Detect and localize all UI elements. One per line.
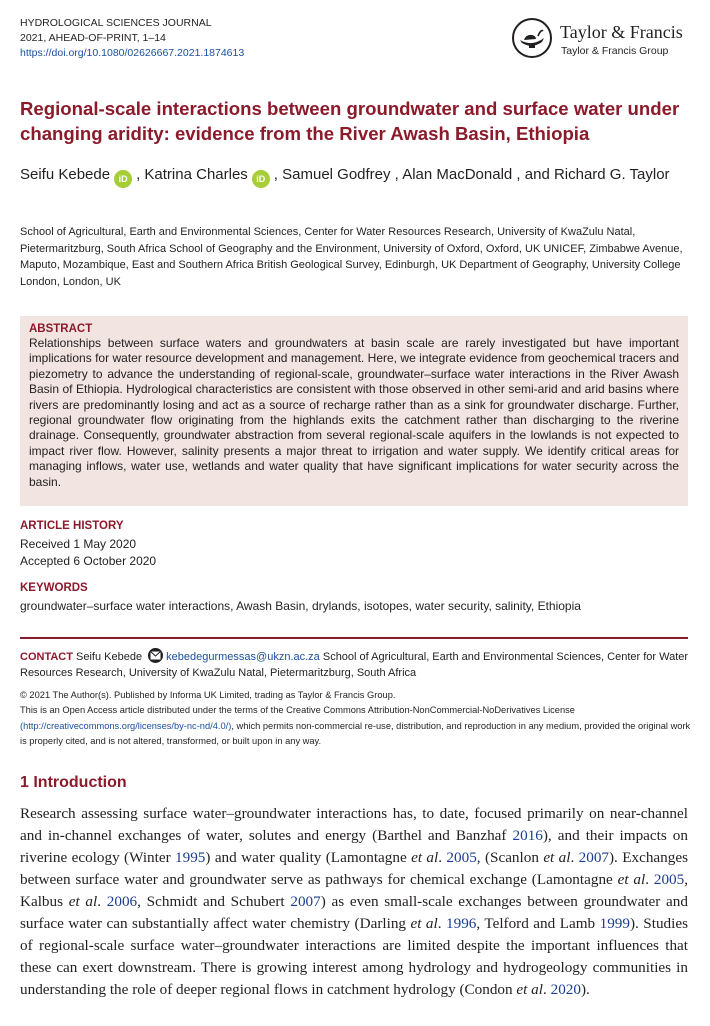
contact-info (20, 648, 692, 681)
license-line: , which permits non-commercial re-use, distribution, and reproduction in any medium, provided the original work is properly cited, and is not altered, transformed, or built upon in any way. (20, 720, 691, 746)
affiliations: School of Agricultural, Earth and Environmental Sciences, Center for Water Resources Research, University of KwaZulu Natal, Pietermaritzburg, South Africa School of Geography and the Environment, University of Oxford, Oxford, UK UNICEF, Zimbabwe Avenue, Maputo, Mozambique, East and Southern Africa British Geological Survey, Edinburgh, UK Department of Geography, University College London, London, UK (20, 226, 683, 288)
body-text: ). Exchanges between surface water and groundwater serve as pathways for chemical exchange (Lamontagne (20, 849, 689, 888)
body-text: . (543, 981, 551, 998)
publisher-group: Taylor & Francis Group (561, 45, 669, 57)
body-text: . (438, 849, 447, 866)
keywords-section (20, 580, 690, 615)
keywords-text: groundwater–surface water interactions, Awash Basin, drylands, isotopes, water security, salinity, Ethiopia (20, 598, 581, 613)
et-al: et al (410, 915, 438, 932)
citation-link[interactable]: 1999 (599, 915, 630, 932)
orcid-icon[interactable]: iD (114, 170, 132, 188)
citation-link[interactable]: 1996 (446, 915, 477, 932)
email-icon (148, 648, 163, 663)
body-text: . (97, 893, 107, 910)
license-notice (20, 688, 692, 749)
article-history (20, 518, 156, 571)
citation-link[interactable]: 2005 (446, 849, 477, 866)
copyright-line: © 2021 The Author(s). Published by Informa UK Limited, trading as Taylor & Francis Group. (20, 690, 396, 700)
abstract-heading: ABSTRACT (29, 323, 93, 335)
section-heading-introduction: 1 Introduction (20, 774, 127, 791)
license-link[interactable]: (http://creativecommons.org/licenses/by-nc-nd/4.0/) (20, 720, 232, 731)
et-al: et al (516, 981, 543, 998)
et-al: et al (617, 871, 646, 888)
author-list (20, 164, 690, 188)
abstract-text: Relationships between surface waters and groundwaters at basin scale are rarely investigated but have important implications for water resource development and management. Here, we integrate evidence from geochemical tracers and piezometry to advance the understanding of regional-scale, groundwater–surface water interactions in the River Awash Basin of Ethiopia. Hydrological characteristics are consistent with those observed in other semi-arid and arid basins where rivers are predominantly losing and act as a source of recharge rather than as a sink for groundwater discharge. Further, regional groundwater flow originating from the highlands exits the catchment rather than discharging to the riverine drainage. Consequently, groundwater abstraction from several regional-scale aquifers in the lowlands is not expected to impact river flow. However, salinity presents a major threat to irrigation and water supply. We identify critical areas for managing inflows, water use, wetlands and water quality that have significant implications for water security across the basin. (29, 336, 679, 489)
citation-link[interactable]: 2006 (106, 893, 138, 910)
received-date: Received 1 May 2020 (20, 536, 137, 551)
citation-link[interactable]: 2005 (653, 871, 685, 888)
body-text: . (437, 915, 446, 932)
body-text: . (570, 849, 579, 866)
author-name: Seifu Kebede (20, 166, 111, 183)
doi-link[interactable]: https://doi.org/10.1080/02626667.2021.1874613 (20, 47, 245, 59)
history-heading: ARTICLE HISTORY (20, 520, 124, 532)
citation-link[interactable]: 2007 (290, 893, 321, 910)
publisher-name: Taylor & Francis (560, 22, 683, 42)
body-text: , Telford and Lamb (476, 915, 600, 932)
section-divider (20, 637, 688, 639)
journal-header (20, 16, 244, 61)
contact-label: CONTACT (20, 651, 73, 663)
body-text: Research assessing surface water–groundwater interactions has, to date, focused primarily on near-channel and in-channel exchanges of water, solutes and energy (Barthel and Banzhaf (20, 805, 688, 844)
publisher-logo[interactable] (512, 18, 696, 64)
contact-address: School of Agricultural, Earth and Environmental Sciences, Center for Water Resources Research, University of KwaZulu Natal, Pietermaritzburg, South Africa (20, 651, 689, 679)
contact-name: Seifu Kebede (76, 651, 143, 663)
et-al: et al (411, 849, 439, 866)
body-text: ) as even small-scale exchanges between groundwater and surface water can substantially affect water chemistry (Darling (20, 893, 688, 932)
keywords-heading: KEYWORDS (20, 582, 88, 594)
article-title: Regional-scale interactions between groundwater and surface water under changing aridity: evidence from the River Awash Basin, Ethiopia (20, 98, 680, 144)
body-text: . (645, 871, 654, 888)
accepted-date: Accepted 6 October 2020 (20, 554, 157, 568)
citation-link[interactable]: 2007 (578, 849, 609, 866)
citation-link[interactable]: 1995 (175, 849, 206, 866)
journal-name: HYDROLOGICAL SCIENCES JOURNAL (20, 17, 212, 29)
lamp-logo-icon (512, 18, 552, 58)
author-name: , Katrina Charles (136, 166, 248, 183)
body-text: ) and water quality (Lamontagne (205, 849, 412, 866)
journal-issue: 2021, AHEAD-OF-PRINT, 1–14 (20, 32, 166, 44)
et-al: et al (543, 849, 571, 866)
citation-link[interactable]: 2016 (512, 827, 543, 844)
body-text: , (Scanlon (476, 849, 544, 866)
body-text: , Schmidt and Schubert (137, 893, 291, 910)
body-text: ), and their impacts on riverine ecology (Winter (20, 827, 688, 866)
introduction-paragraph (20, 803, 688, 1001)
abstract-box (20, 316, 688, 506)
contact-email-link[interactable]: kebedegurmessas@ukzn.ac.za (166, 651, 320, 663)
body-text: ). (580, 981, 590, 998)
license-line: This is an Open Access article distributed under the terms of the Creative Commons Attribution-NonCommercial-NoDerivatives License (20, 705, 575, 716)
citation-link[interactable]: 2020 (550, 981, 581, 998)
et-al: et al (68, 893, 98, 910)
author-name: , Samuel Godfrey , Alan MacDonald , and Richard G. Taylor (273, 166, 670, 183)
body-text: ). Studies of regional-scale surface water–groundwater interactions are limited despite the important influences that these can exert downstream. There is growing interest among hydrology and hydrogeology communities in understanding the role of deeper regional flows in catchment hydrology (Condon (20, 915, 689, 998)
body-text: , Kalbus (20, 871, 689, 910)
orcid-icon[interactable]: iD (252, 170, 270, 188)
license-text (20, 703, 692, 749)
